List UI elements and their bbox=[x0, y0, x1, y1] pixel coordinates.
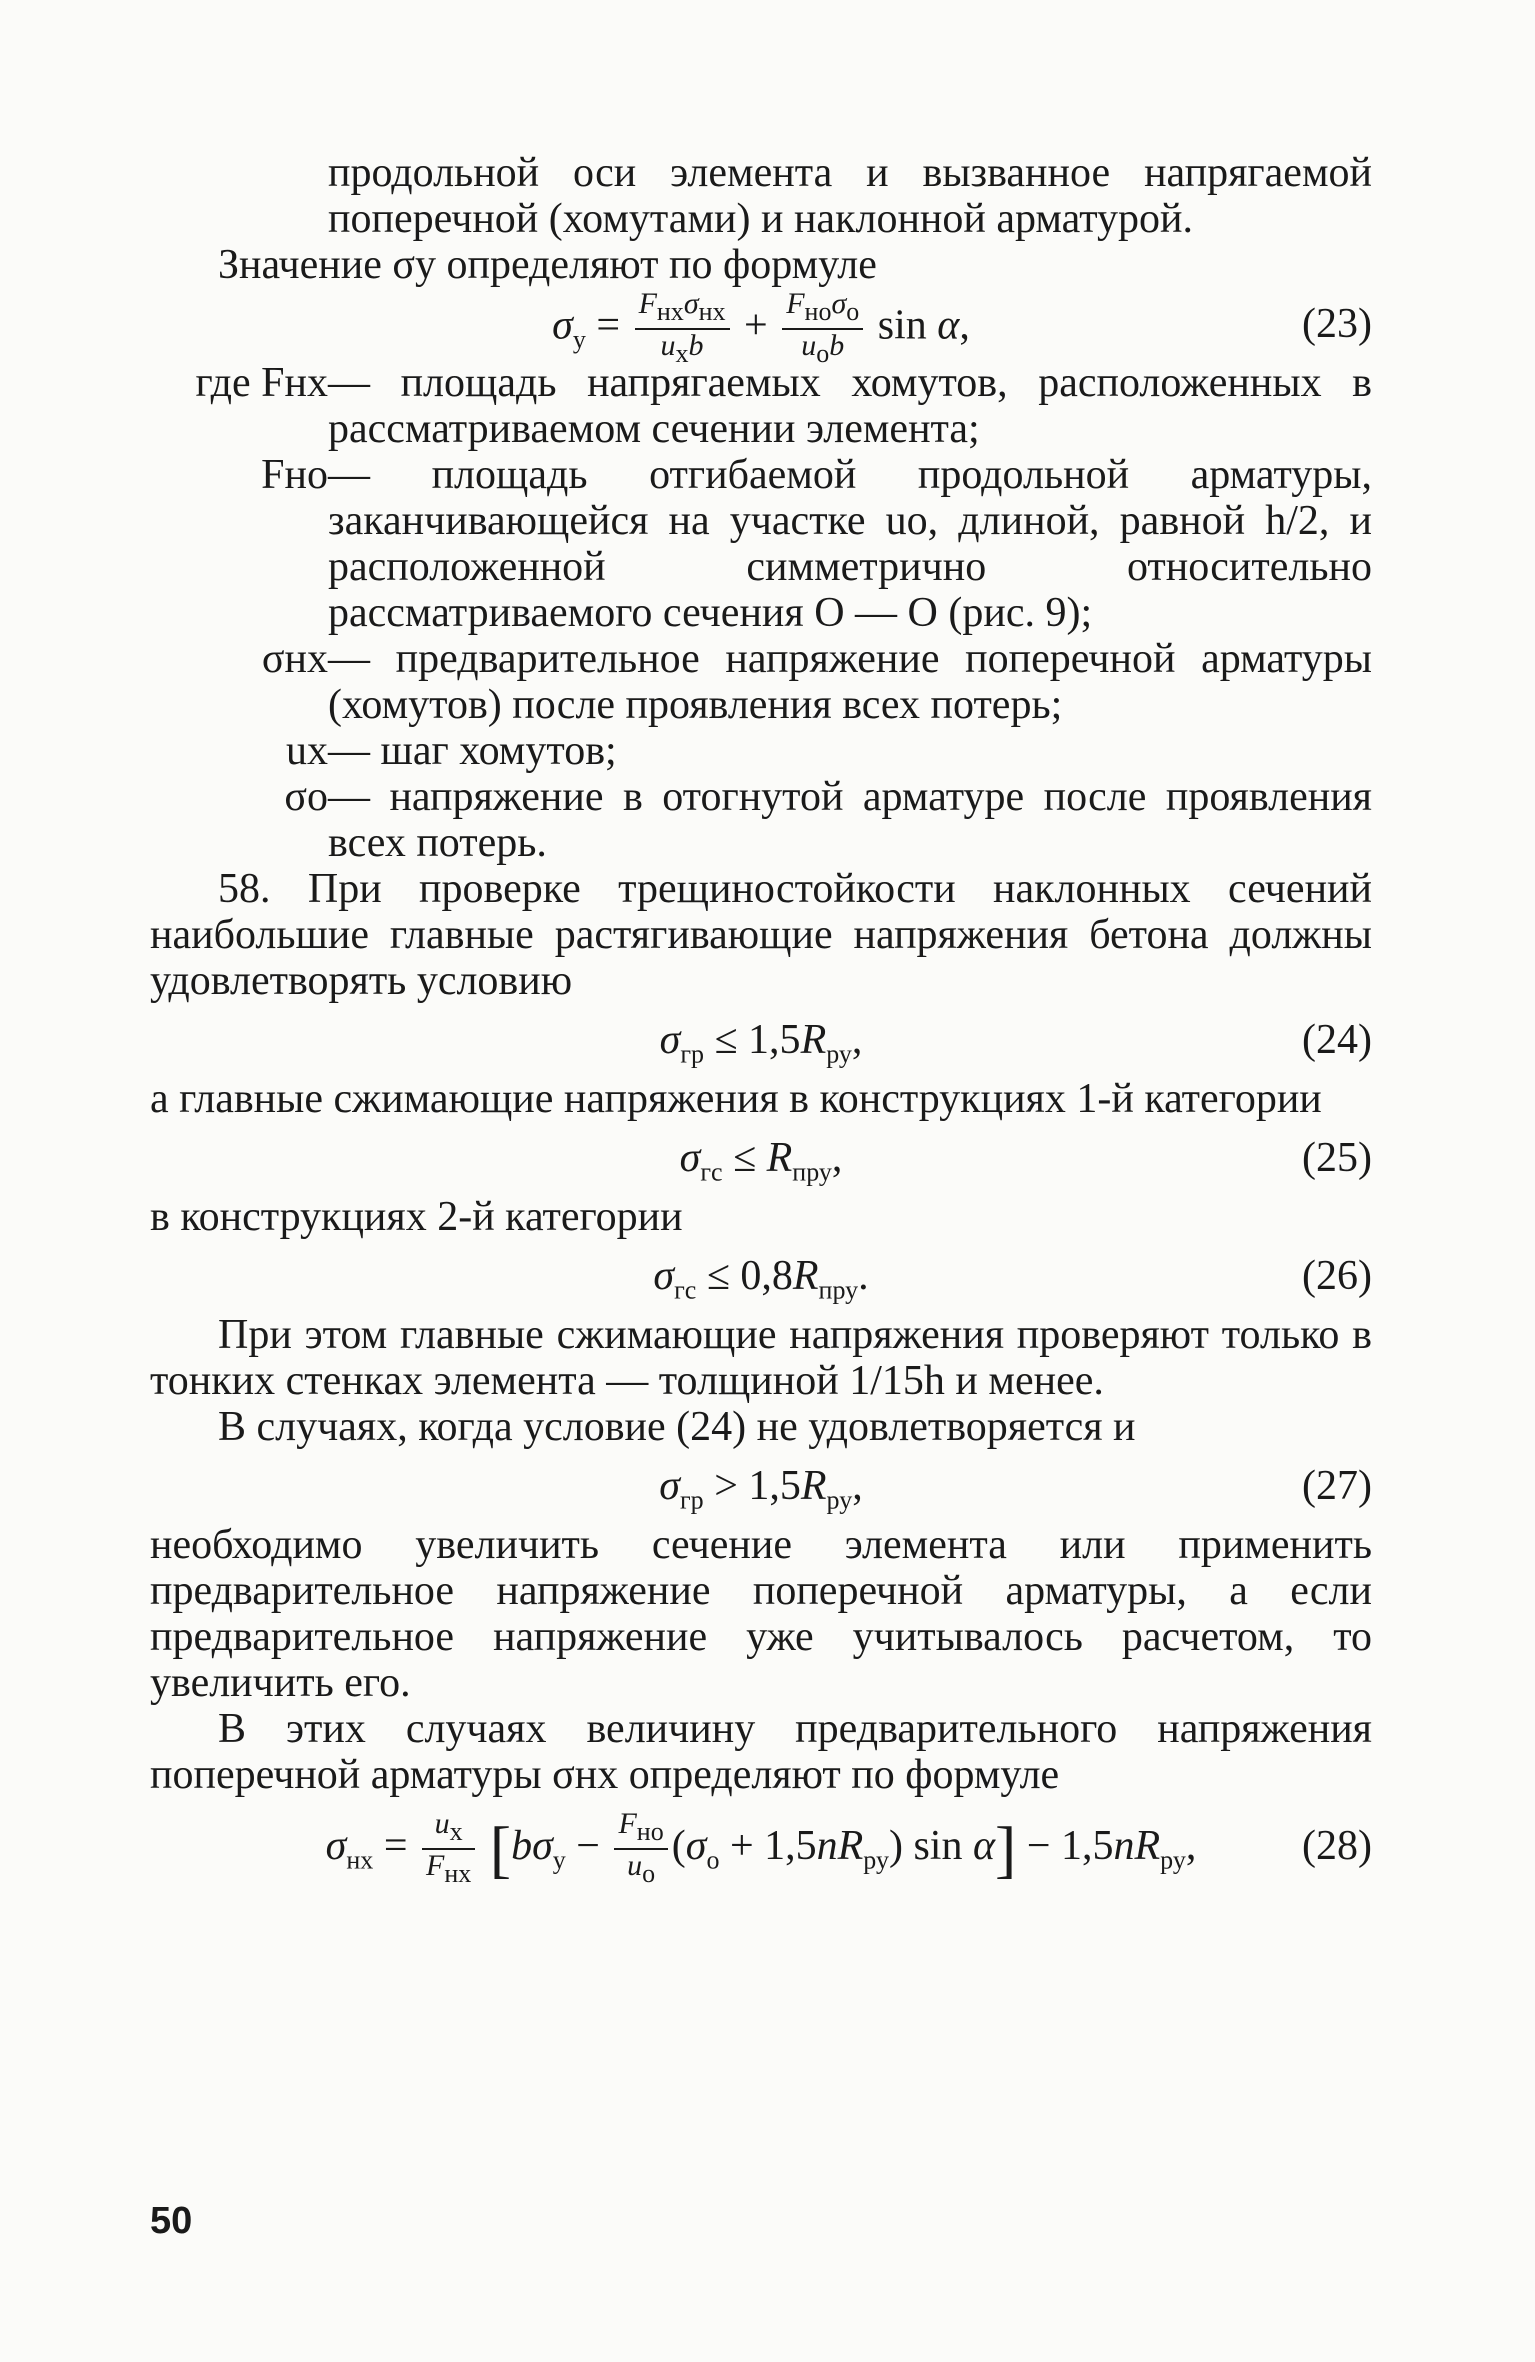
equation-27-number: (27) bbox=[1302, 1463, 1372, 1509]
paragraph-58: 58. При проверке трещиностойкости наклонных сечений наибольшие главные растягивающие напряжения бетона должны удовлетворять условию bbox=[150, 866, 1372, 1004]
page-number: 50 bbox=[150, 2200, 193, 2242]
equation-26 bbox=[150, 1240, 1372, 1312]
definition-symbol: где Fнх bbox=[195, 360, 328, 406]
paragraph-after-27: необходимо увеличить сечение элемента или применить предварительное напряжение поперечной арматуры, а если предварительное напряжение уже учитывалось расчетом, то увеличить его. bbox=[150, 1522, 1372, 1706]
equation-28-expression: $\sigma_{нх}$ = $\frac{u_х}{F_{нх}}$ [$b\sigma_у$ − $\frac{F_{но}}{u_о}$ $(\sigma_о + 1,5nR_{ру})$ $\sin \alpha] - 1,5nR_{ру}$, bbox=[325, 1807, 1197, 1889]
definition-text: — шаг хомутов; bbox=[328, 728, 617, 774]
equation-28 bbox=[150, 1798, 1372, 1894]
page-body bbox=[150, 150, 1372, 1894]
paragraph-cases: В случаях, когда условие (24) не удовлетворяется и bbox=[218, 1404, 1136, 1450]
equation-28-number: (28) bbox=[1302, 1823, 1372, 1869]
definition-ux bbox=[150, 728, 1372, 774]
definition-text: — площадь напрягаемых хомутов, расположенных в рассматриваемом сечении элемента; bbox=[328, 360, 1372, 452]
equation-26-expression: $\sigma_{гс} \le 0,8R_{пру}$. bbox=[653, 1253, 869, 1305]
equation-27-expression: $\sigma_{гр} > 1,5R_{ру}$, bbox=[659, 1463, 863, 1515]
paragraph-after-24: а главные сжимающие напряжения в конструкциях 1-й категории bbox=[150, 1076, 1322, 1122]
definition-symbol: Fно bbox=[261, 452, 328, 498]
equation-24-number: (24) bbox=[1302, 1017, 1372, 1063]
definition-text: — напряжение в отогнутой арматуре после проявления всех потерь. bbox=[328, 774, 1372, 866]
equation-23-number: (23) bbox=[1302, 301, 1372, 347]
definition-sigma-o bbox=[150, 774, 1372, 866]
equation-24-expression: $\sigma_{гр} \le 1,5R_{ру}$, bbox=[659, 1017, 863, 1069]
definition-symbol: σо bbox=[284, 774, 328, 820]
intro-text: продольной оси элемента и вызванное напрягаемой поперечной (хомутами) и наклонной арматурой. bbox=[328, 150, 1372, 242]
definition-text: — площадь отгибаемой продольной арматуры, заканчивающейся на участке uо, длиной, равной h/2, и расположенной симметрично относительно рассматриваемого сечения О — О (рис. 9); bbox=[328, 452, 1372, 636]
definition-text: — предварительное напряжение поперечной арматуры (хомутов) после проявления всех потерь; bbox=[328, 636, 1372, 728]
equation-25 bbox=[150, 1122, 1372, 1194]
definition-sigma-nx bbox=[150, 636, 1372, 728]
paragraph-after-26: При этом главные сжимающие напряжения проверяют только в тонких стенках элемента — толщиной 1/15h и менее. bbox=[150, 1312, 1372, 1404]
intro-formula-lead: Значение σу определяют по формуле bbox=[218, 242, 877, 288]
paragraph-these-cases: В этих случаях величину предварительного напряжения поперечной арматуры σнх определяют по формуле bbox=[150, 1706, 1372, 1798]
definition-symbol: σнх bbox=[261, 636, 328, 682]
equation-27 bbox=[150, 1450, 1372, 1522]
definition-fno bbox=[150, 452, 1372, 636]
equation-25-number: (25) bbox=[1302, 1135, 1372, 1181]
equation-23-expression: $\sigma_у$ = $\frac{F_{нх}\sigma_{нх}}{u_хb}$ + $\frac{F_{но}\sigma_о}{u_оb}$ sin α, bbox=[552, 287, 970, 368]
equation-26-number: (26) bbox=[1302, 1253, 1372, 1299]
equation-23 bbox=[150, 287, 1372, 368]
definition-symbol: uх bbox=[286, 728, 328, 774]
equation-24 bbox=[150, 1004, 1372, 1076]
paragraph-after-25: в конструкциях 2-й категории bbox=[150, 1194, 683, 1240]
equation-25-expression: $\sigma_{гс} \le R_{пру}$, bbox=[679, 1135, 843, 1187]
